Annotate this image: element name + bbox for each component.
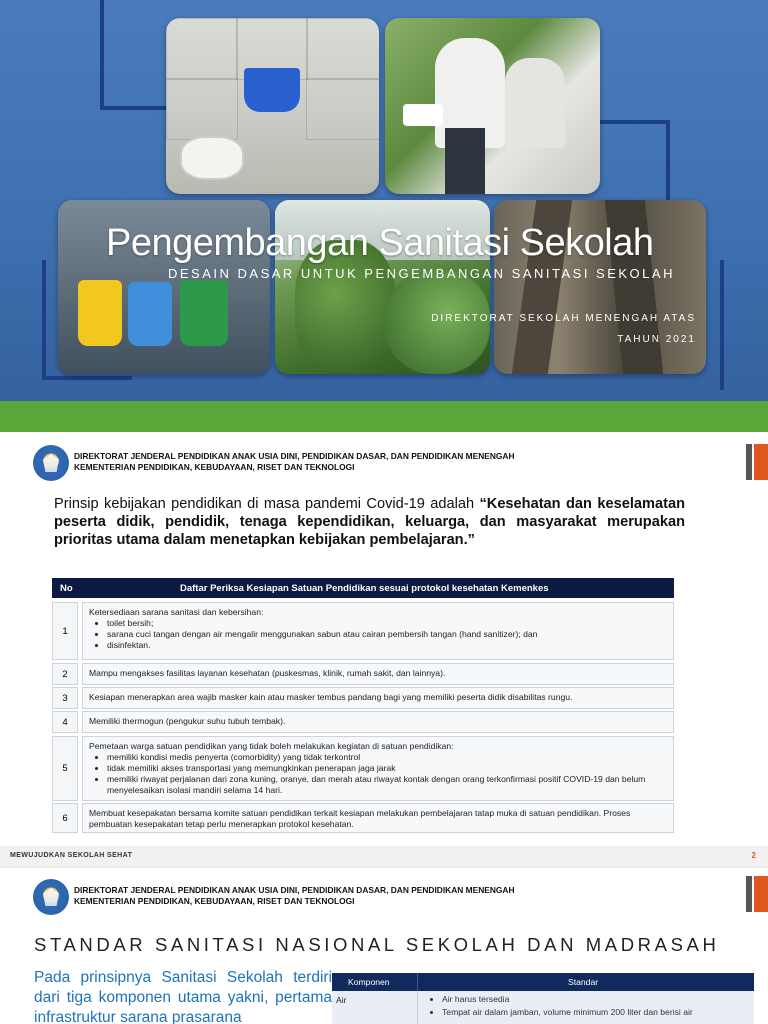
row-text: Kesiapan menerapkan area wajib masker kain atau masker tembus pandang bagi yang memiliki peserta didik disabilitas rungu. [82, 687, 674, 709]
org-name-line2: KEMENTERIAN PENDIDIKAN, KEBUDAYAAN, RISET DAN TEKNOLOGI [74, 462, 355, 472]
toilet-photo [166, 18, 379, 194]
col-component: Komponen [348, 977, 390, 987]
frame-line [100, 106, 170, 110]
row-text: Memiliki thermogun (pengukur suhu tubuh tembak). [82, 711, 674, 733]
ministry-logo-icon [33, 445, 69, 481]
cover-subtitle: DESAIN DASAR UNTUK PENGEMBANGAN SANITASI SEKOLAH [168, 266, 675, 281]
list-item: • tidak memiliki akses transportasi yang memungkinkan penerapan jaga jarak [107, 763, 667, 774]
intro-bold: “Kesehatan dan keselamatan peserta didik, pendidik, tenaga kependidikan, keluarga, dan masyarakat merupakan prioritas utama dalam menetapkan kebijakan pembelajaran.” [54, 496, 685, 548]
table-row [52, 803, 674, 833]
org-name-line1: DIREKTORAT JENDERAL PENDIDIKAN ANAK USIA DINI, PENDIDIKAN DASAR, DAN PENDIDIKAN MENENGAH [74, 451, 515, 461]
list-item: • memiliki riwayat perjalanan dari zona kuning, oranye, dan merah atau riwayat kontak dengan orang terkonfirmasi positif COVID-19 dan belum menyelesaikan isolasi mandiri selama 14 hari. [107, 774, 667, 796]
cover-slide [0, 0, 768, 432]
handwashing-photo [385, 18, 600, 194]
row-text: Mampu mengakses fasilitas layanan kesehatan (puskesmas, klinik, rumah sakit, dan lainnya). [82, 663, 674, 685]
checklist-slide [0, 432, 768, 866]
row-number: 4 [52, 711, 78, 733]
policy-principle-text [54, 495, 685, 549]
frame-line [666, 120, 670, 204]
intro-plain: Prinsip kebijakan pendidikan di masa pandemi Covid-19 adalah [54, 496, 480, 512]
table-row [52, 736, 674, 801]
table-row [52, 711, 674, 733]
standards-table-header [332, 973, 754, 991]
list-item: • toilet bersih; [107, 618, 667, 629]
page-number: 2 [751, 851, 756, 860]
org-name-line1: DIREKTORAT JENDERAL PENDIDIKAN ANAK USIA DINI, PENDIDIKAN DASAR, DAN PENDIDIKAN MENENGAH [74, 885, 515, 895]
cover-title: Pengembangan Sanitasi Sekolah [106, 222, 654, 264]
green-band [0, 401, 768, 432]
table-row [52, 687, 674, 709]
table-row [332, 991, 754, 1024]
row-text: Pemetaan warga satuan pendidikan yang tidak boleh melakukan kegiatan di satuan pendidikan: [89, 741, 454, 751]
row-text: Membuat kesepakatan bersama komite satuan pendidikan terkait kesiapan melakukan pembelajaran tatap muka di satuan pendidikan. Proses pembuatan kesepakatan tetap perlu menerapkan protokol kesehatan. [82, 803, 674, 833]
component-name: Air [336, 995, 347, 1005]
frame-line [100, 0, 104, 110]
col-standard: Standar [568, 977, 599, 987]
row-text: Ketersediaan sarana sanitasi dan kebersihan: [89, 607, 264, 617]
list-item: • disinfektan. [107, 640, 667, 651]
row-number: 3 [52, 687, 78, 709]
frame-line [600, 120, 670, 124]
table-row [52, 602, 674, 660]
row-number: 6 [52, 803, 78, 833]
frame-line [720, 260, 724, 390]
list-item: • Tempat air dalam jamban, volume minimum 200 liter dan berisi air [442, 1006, 762, 1019]
ministry-logo-icon [33, 879, 69, 915]
accent-bar [746, 876, 768, 912]
col-title: Daftar Periksa Kesiapan Satuan Pendidikan sesuai protokol kesehatan Kemenkes [180, 583, 549, 594]
footer-text: MEWUJUDKAN SEKOLAH SEHAT [10, 852, 133, 859]
slide-title: STANDAR SANITASI NASIONAL SEKOLAH DAN MADRASAH [34, 934, 720, 955]
col-no: No [60, 583, 73, 594]
org-name-line2: KEMENTERIAN PENDIDIKAN, KEBUDAYAAN, RISET DAN TEKNOLOGI [74, 896, 355, 906]
row-content [82, 602, 674, 660]
list-item: • memiliki kondisi medis penyerta (comorbidity) yang tidak terkontrol [107, 752, 667, 763]
cover-directorate: DIREKTORAT SEKOLAH MENENGAH ATAS [431, 313, 696, 324]
checklist-table-header [52, 578, 674, 598]
row-number: 2 [52, 663, 78, 685]
standards-slide [0, 868, 768, 1024]
row-number: 1 [52, 602, 78, 660]
frame-line [42, 376, 132, 380]
slide-footer [0, 846, 768, 866]
table-row [52, 663, 674, 685]
list-item: • sarana cuci tangan dengan air mengalir menggunakan sabun atau cairan pembersih tangan (hand sanitizer); dan [107, 629, 667, 640]
list-item: • Air harus tersedia [442, 993, 762, 1006]
row-number: 5 [52, 736, 78, 801]
cover-year: TAHUN 2021 [617, 334, 696, 345]
accent-bar [746, 444, 768, 480]
row-content [82, 736, 674, 801]
slide-body-text: Pada prinsipnya Sanitasi Sekolah terdiri dari tiga komponen utama yakni, pertama infrastruktur sarana prasarana [34, 969, 332, 1024]
frame-line [42, 260, 46, 380]
